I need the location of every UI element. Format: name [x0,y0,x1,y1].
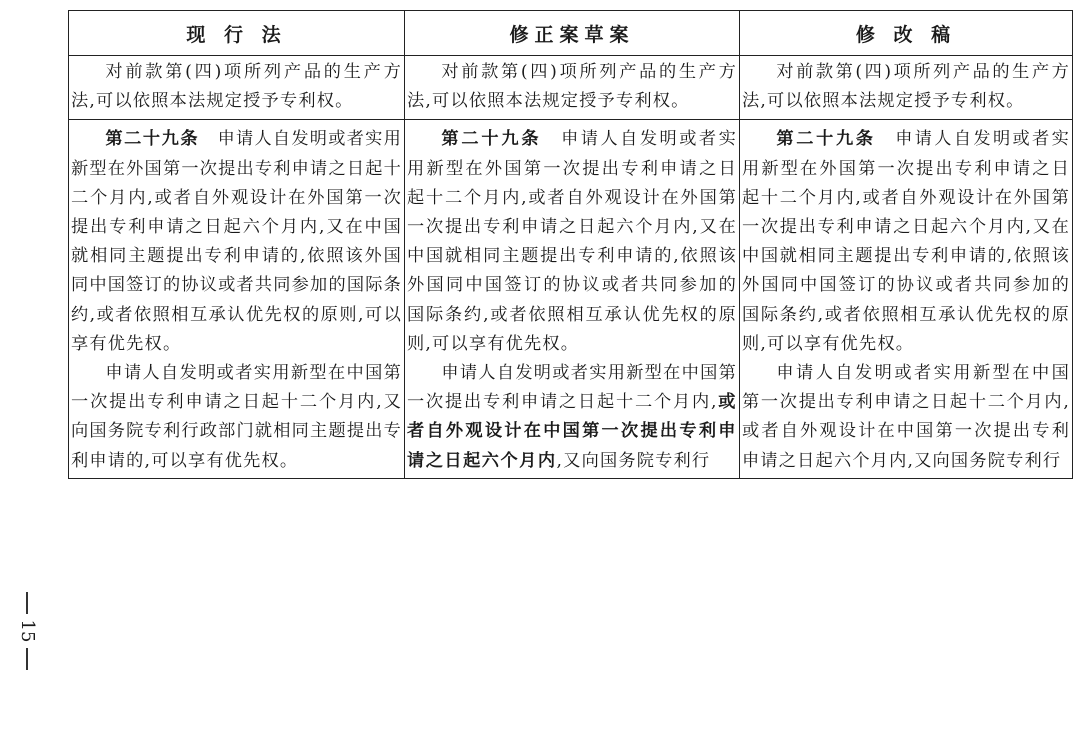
article-text: 申请人自发明或者实用新型在外国第一次提出专利申请之日起十二个月内,或者自外观设计在外国第一次提出专利申请之日起六个月内,又在中国就相同主题提出专利申请的,依照该外国同中国签订的协议或者共同参加的国际条约,或者依照相互承认优先权的原则,可以享有优先权。 [407,129,737,354]
article-title: 第二十九条 [105,129,200,150]
amended-text-bold: 或者自外观设计在中国第一次提出专利申请之日起六个月内 [407,392,737,471]
paragraph: 对前款第(四)项所列产品的生产方法,可以依照本法规定授予专利权。 [71,62,402,112]
cell-current-law [69,56,405,120]
paragraph [407,359,737,476]
article-title: 第二十九条 [776,129,876,150]
table-row [69,120,1073,478]
article-title: 第二十九条 [441,129,542,150]
cell-draft-amendment [405,120,740,478]
header-row [69,11,1073,56]
comparison-table [68,10,1073,479]
article-paragraph [742,125,1070,359]
header-current-law: 现 行 法 [69,11,405,56]
article-text: 申请人自发明或者实用新型在外国第一次提出专利申请之日起十二个月内,或者自外观设计在外国第一次提出专利申请之日起六个月内,又在中国就相同主题提出专利申请的,依照该外国同中国签订的协议或者共同参加的国际条约,或者依照相互承认优先权的原则,可以享有优先权。 [742,129,1070,354]
article-paragraph [71,125,402,359]
header-draft-amendment: 修正案草案 [405,11,740,56]
cell-revised-draft [740,120,1073,478]
paragraph: 对前款第(四)项所列产品的生产方法,可以依照本法规定授予专利权。 [407,62,737,112]
table-row [69,56,1073,120]
page-number [12,592,42,670]
page-number-text: 15 [17,619,38,643]
cell-revised-draft [740,56,1073,120]
text-run: ,又向国务院专利行 [556,450,711,471]
cell-draft-amendment [405,56,740,120]
paragraph: 申请人自发明或者实用新型在中国第一次提出专利申请之日起十二个月内,又向国务院专利行政部门就相同主题提出专利申请的,可以享有优先权。 [71,363,402,471]
paragraph: 对前款第(四)项所列产品的生产方法,可以依照本法规定授予专利权。 [742,62,1070,112]
article-text: 申请人自发明或者实用新型在外国第一次提出专利申请之日起十二个月内,或者自外观设计在外国第一次提出专利申请之日起六个月内,又在中国就相同主题提出专利申请的,依照该外国同中国签订的协议或者共同参加的国际条约,或者依照相互承认优先权的原则,可以享有优先权。 [71,129,402,354]
article-paragraph [407,125,737,359]
cell-current-law [69,120,405,478]
page-number-rule-bottom [26,648,28,670]
page-number-rule-top [26,592,28,614]
text-run: 申请人自发明或者实用新型在中国第一次提出专利申请之日起十二个月内, [407,363,737,413]
header-revised-draft: 修 改 稿 [740,11,1073,56]
paragraph: 申请人自发明或者实用新型在中国第一次提出专利申请之日起十二个月内,或者自外观设计在中国第一次提出专利申请之日起六个月内,又向国务院专利行 [742,363,1070,471]
